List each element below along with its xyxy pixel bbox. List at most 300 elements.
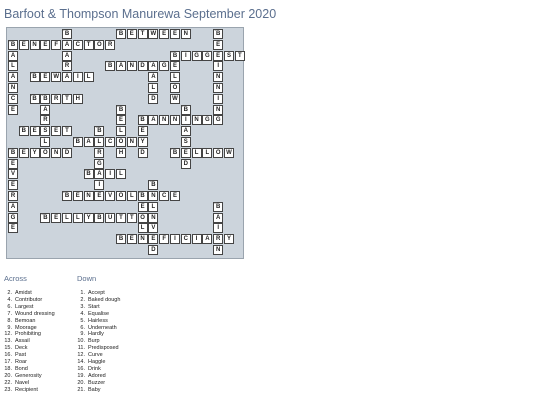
grid-cell[interactable] [159,29,169,39]
cell-letter: V [108,193,113,199]
grid-cell[interactable] [138,223,148,233]
clue-text: Accept [88,290,105,296]
grid-cell[interactable] [138,234,148,244]
grid-cell[interactable] [170,29,180,39]
grid-cell[interactable] [30,40,40,50]
grid-cell[interactable] [138,126,148,136]
cell-letter: N [10,85,16,91]
grid-cell[interactable] [73,137,83,147]
down-clue [73,331,120,338]
grid-cell[interactable] [148,83,158,93]
grid-cell[interactable] [8,223,18,233]
clue-number: 4. [80,310,85,317]
cell-letter: A [10,74,16,81]
cell-letter: R [108,41,113,48]
grid-cell[interactable] [62,40,72,50]
grid-cell[interactable] [148,202,158,212]
cell-letter: N [129,139,134,145]
grid-cell[interactable] [213,51,223,61]
clue-number: 2. [80,296,85,303]
cell-letter: N [162,117,167,124]
grid-cell[interactable] [159,234,169,244]
cell-letter: B [140,193,145,199]
grid-cell[interactable] [202,148,212,158]
grid-cell[interactable] [148,223,158,233]
grid-cell[interactable] [127,213,137,223]
cell-letter: B [21,128,26,135]
grid-cell[interactable] [8,105,18,115]
cell-letter: B [75,139,80,145]
grid-cell[interactable] [148,180,158,190]
grid-cell[interactable] [181,234,191,244]
cell-letter: Y [226,236,231,243]
grid-cell[interactable] [73,213,83,223]
clue-number: 13. [4,338,12,345]
grid-cell[interactable] [138,137,148,147]
grid-cell[interactable] [213,40,223,50]
down-clue [73,366,120,373]
clue-text: Baby [88,386,101,393]
grid-cell[interactable] [181,126,191,136]
down-clue-list [73,290,120,394]
grid-cell[interactable] [8,83,18,93]
cell-letter: N [172,117,178,124]
grid-cell[interactable] [213,245,223,255]
grid-cell[interactable] [40,72,50,82]
grid-cell[interactable] [8,61,18,71]
cell-letter: N [216,106,221,113]
grid-cell[interactable] [105,137,115,147]
grid-cell[interactable] [127,29,137,39]
grid-cell[interactable] [159,115,169,125]
grid-cell[interactable] [116,137,126,147]
grid-cell[interactable] [224,234,234,244]
grid-cell[interactable] [62,61,72,71]
grid-cell[interactable] [181,29,191,39]
grid-cell[interactable] [148,245,158,255]
clue-text: Amidst [15,290,32,296]
cell-letter: E [21,149,26,156]
cell-letter: C [183,236,188,243]
grid-cell[interactable] [213,213,223,223]
grid-cell[interactable] [73,40,83,50]
cell-number: 23 [117,233,121,238]
cell-letter: G [10,214,16,221]
grid-cell[interactable] [116,148,126,158]
grid-cell[interactable] [51,126,61,136]
grid-cell[interactable] [19,40,29,50]
cell-letter: T [140,31,145,37]
grid-cell[interactable] [62,126,72,136]
grid-cell[interactable] [40,94,50,104]
clue-text: Buzzer [88,379,106,386]
clue-text: Recipient [15,386,38,393]
grid-cell[interactable] [8,148,18,158]
grid-cell[interactable] [51,72,61,82]
grid-cell[interactable] [127,191,137,201]
grid-cell[interactable] [170,61,180,71]
grid-cell[interactable] [30,72,40,82]
cell-letter: A [151,117,156,124]
cell-letter: W [226,149,232,156]
cell-letter: Y [140,139,145,145]
grid-cell[interactable] [30,148,40,158]
grid-cell[interactable] [192,115,202,125]
grid-cell[interactable] [51,213,61,223]
grid-cell[interactable] [73,191,83,201]
grid-cell[interactable] [138,115,148,125]
down-clue [73,345,120,352]
clue-number: 11. [77,345,85,352]
grid-cell[interactable] [127,61,137,71]
cell-letter: B [183,106,188,113]
cell-letter: E [172,193,177,199]
grid-cell[interactable] [148,234,158,244]
clue-text: Bemoan [15,317,36,324]
grid-cell[interactable] [62,94,72,104]
grid-cell[interactable] [235,51,245,61]
grid-cell[interactable] [116,169,126,179]
cell-letter: H [118,149,124,156]
grid-cell[interactable] [8,202,18,212]
cell-letter: C [75,41,80,48]
cell-letter: T [65,95,69,102]
cell-letter: G [215,117,221,124]
grid-cell[interactable] [213,202,223,212]
cell-letter: A [64,41,70,48]
cell-letter: I [184,52,187,59]
grid-cell[interactable] [148,213,158,223]
grid-cell[interactable] [116,234,126,244]
grid-cell[interactable] [181,51,191,61]
grid-cell[interactable] [116,126,126,136]
grid-cell[interactable] [62,148,72,158]
grid-cell[interactable] [94,169,104,179]
grid-cell[interactable] [94,148,104,158]
cell-letter: H [75,95,80,102]
cell-letter: A [151,63,156,70]
grid-cell[interactable] [84,72,94,82]
cell-number: 17 [171,146,175,151]
grid-cell[interactable] [213,234,223,244]
clue-text: Largest [15,303,34,310]
grid-cell[interactable] [40,137,50,147]
grid-cell[interactable] [138,213,148,223]
cell-letter: B [140,117,145,124]
grid-cell[interactable] [84,137,94,147]
cell-letter: B [216,31,221,37]
grid-cell[interactable] [105,169,115,179]
grid-cell[interactable] [148,94,158,104]
grid-cell[interactable] [148,61,158,71]
grid-cell[interactable] [181,137,191,147]
clue-number: 20. [77,379,85,386]
cell-letter: G [205,117,210,124]
cell-letter: Y [32,149,37,156]
grid-cell[interactable] [105,213,115,223]
grid-cell[interactable] [170,191,180,201]
grid-cell[interactable] [159,191,169,201]
grid-cell[interactable] [202,115,212,125]
down-clue [73,359,120,366]
cell-letter: L [194,149,199,156]
grid-cell[interactable] [40,126,50,136]
clue-text: Haggle [88,359,106,366]
cell-letter: R [43,117,48,124]
grid-cell[interactable] [213,83,223,93]
cell-letter: D [151,95,156,102]
grid-cell[interactable] [127,137,137,147]
grid-cell[interactable] [170,83,180,93]
grid-cell[interactable] [148,29,158,39]
grid-cell[interactable] [8,51,18,61]
down-clue [73,387,120,394]
grid-cell[interactable] [94,137,104,147]
grid-cell[interactable] [224,148,234,158]
grid-cell[interactable] [40,213,50,223]
grid-cell[interactable] [62,72,72,82]
grid-cell[interactable] [213,29,223,39]
grid-cell[interactable] [8,159,18,169]
cell-letter: A [10,203,16,210]
down-clue [73,338,120,345]
grid-cell[interactable] [170,148,180,158]
grid-cell[interactable] [30,94,40,104]
cell-letter: A [205,236,210,243]
grid-cell[interactable] [138,29,148,39]
cell-letter: A [97,171,102,178]
cell-number: 20 [63,190,67,194]
grid-cell[interactable] [105,61,115,71]
cell-letter: E [172,63,177,70]
grid-cell[interactable] [62,29,72,39]
grid-cell[interactable] [116,105,126,115]
cell-letter: T [119,214,123,221]
grid-cell[interactable] [127,234,137,244]
grid-cell[interactable] [8,72,18,82]
cell-letter: E [43,41,48,48]
grid-cell[interactable] [202,234,212,244]
clue-text: Baked dough [88,296,121,303]
cell-letter: B [10,41,16,48]
grid-cell[interactable] [181,148,191,158]
grid-cell[interactable] [84,191,94,201]
cell-letter: E [75,193,80,199]
cell-letter: A [216,214,221,221]
grid-cell[interactable] [30,126,40,136]
cell-letter: N [183,31,188,37]
grid-cell[interactable] [138,148,148,158]
grid-cell[interactable] [40,40,50,50]
grid-cell[interactable] [170,51,180,61]
clue-text: Drink [88,365,101,372]
cell-number: 9 [41,92,44,97]
grid-cell[interactable] [181,115,191,125]
grid-cell[interactable] [94,180,104,190]
cell-letter: N [216,247,221,253]
clue-text: Generosity [15,372,42,379]
grid-cell[interactable] [170,115,180,125]
grid-cell[interactable] [213,223,223,233]
cell-number: 6 [171,49,173,54]
grid-cell[interactable] [84,213,94,223]
grid-cell[interactable] [105,191,115,201]
cell-letter: A [64,52,70,59]
clue-text: Wound dressing [15,310,55,317]
clue-text: Moorage [15,324,37,331]
grid-cell[interactable] [94,191,104,201]
cell-letter: L [119,171,123,178]
grid-cell[interactable] [116,191,126,201]
cell-letter: E [10,225,15,232]
cell-letter: I [217,95,220,102]
grid-cell[interactable] [105,40,115,50]
cell-letter: E [118,117,123,124]
cell-letter: A [64,74,70,81]
grid-cell[interactable] [40,115,50,125]
grid-cell[interactable] [116,29,126,39]
across-clue [0,311,55,318]
grid-cell[interactable] [181,105,191,115]
grid-cell[interactable] [159,61,169,71]
grid-cell[interactable] [62,51,72,61]
grid-cell[interactable] [8,191,18,201]
grid-cell[interactable] [213,115,223,125]
cell-number: 19 [149,179,153,184]
grid-cell[interactable] [170,94,180,104]
cell-number: 7 [106,60,108,65]
cell-letter: C [108,139,113,145]
cell-letter: O [215,149,221,156]
grid-cell[interactable] [84,169,94,179]
grid-cell[interactable] [62,191,72,201]
grid-cell[interactable] [148,72,158,82]
grid-cell[interactable] [94,213,104,223]
across-clue [0,304,55,311]
grid-cell[interactable] [116,213,126,223]
cell-letter: B [216,203,221,210]
cell-letter: B [172,149,178,156]
cell-letter: V [151,225,156,232]
grid-cell[interactable] [138,202,148,212]
grid-cell[interactable] [202,51,212,61]
clue-number: 16. [77,365,85,372]
clue-number: 16. [4,352,12,359]
cell-number: 12 [138,114,142,119]
grid-cell[interactable] [94,40,104,50]
clue-number: 20. [4,372,12,379]
cell-letter: N [140,236,145,243]
grid-cell[interactable] [94,159,104,169]
cell-letter: B [64,31,70,37]
grid-cell[interactable] [181,159,191,169]
grid-cell[interactable] [73,72,83,82]
cell-letter: B [108,63,113,70]
grid-cell[interactable] [8,213,18,223]
cell-letter: R [216,236,221,243]
cell-letter: E [129,236,134,243]
cell-letter: E [162,31,167,37]
cell-letter: W [53,74,60,81]
grid-cell[interactable] [40,148,50,158]
grid-cell[interactable] [73,94,83,104]
grid-cell[interactable] [138,61,148,71]
grid-cell[interactable] [170,72,180,82]
cell-letter: L [86,74,91,81]
grid-cell[interactable] [116,61,126,71]
across-clue [0,380,55,387]
grid-cell[interactable] [51,94,61,104]
grid-cell[interactable] [84,40,94,50]
cell-letter: B [43,95,48,102]
grid-cell[interactable] [213,94,223,104]
grid-cell[interactable] [192,234,202,244]
clue-text: Deck [15,345,28,352]
clue-number: 12. [4,331,12,338]
grid-cell[interactable] [213,72,223,82]
across-clue [0,359,55,366]
grid-cell[interactable] [40,105,50,115]
grid-cell[interactable] [213,148,223,158]
grid-cell[interactable] [8,180,18,190]
grid-cell[interactable] [19,148,29,158]
grid-cell[interactable] [213,105,223,115]
cell-letter: A [10,52,16,59]
grid-cell[interactable] [8,94,18,104]
grid-cell[interactable] [19,126,29,136]
cell-number: 2 [117,28,119,32]
cell-letter: N [216,85,221,91]
cell-letter: E [10,106,15,113]
cell-letter: O [43,149,48,156]
cell-number: 4 [9,38,11,43]
grid-cell[interactable] [138,191,148,201]
across-clue [0,352,55,359]
cell-letter: L [151,85,156,91]
grid-cell[interactable] [148,115,158,125]
down-clue [73,373,120,380]
grid-cell[interactable] [62,213,72,223]
grid-cell[interactable] [94,126,104,136]
clue-text: Start [88,303,100,310]
cell-letter: O [140,214,145,221]
across-clue [0,297,55,304]
cell-letter: N [86,193,91,199]
cell-letter: C [10,95,16,102]
grid-cell[interactable] [192,51,202,61]
down-clue [73,297,120,304]
cell-letter: E [140,128,145,135]
grid-cell[interactable] [51,40,61,50]
cell-number: 10 [117,103,121,108]
grid-cell[interactable] [192,148,202,158]
cell-letter: Y [86,214,91,221]
cell-number: 8 [30,71,33,76]
grid-cell[interactable] [51,148,61,158]
grid-cell[interactable] [8,40,18,50]
grid-cell[interactable] [8,169,18,179]
cell-letter: T [129,214,134,221]
cell-letter: I [195,236,198,243]
cell-number: 3 [214,28,216,32]
grid-cell[interactable] [116,115,126,125]
grid-cell[interactable] [148,191,158,201]
cell-letter: E [21,41,26,48]
cell-letter: O [97,41,102,48]
grid-cell[interactable] [213,61,223,71]
grid-cell[interactable] [170,234,180,244]
grid-cell[interactable] [224,51,234,61]
